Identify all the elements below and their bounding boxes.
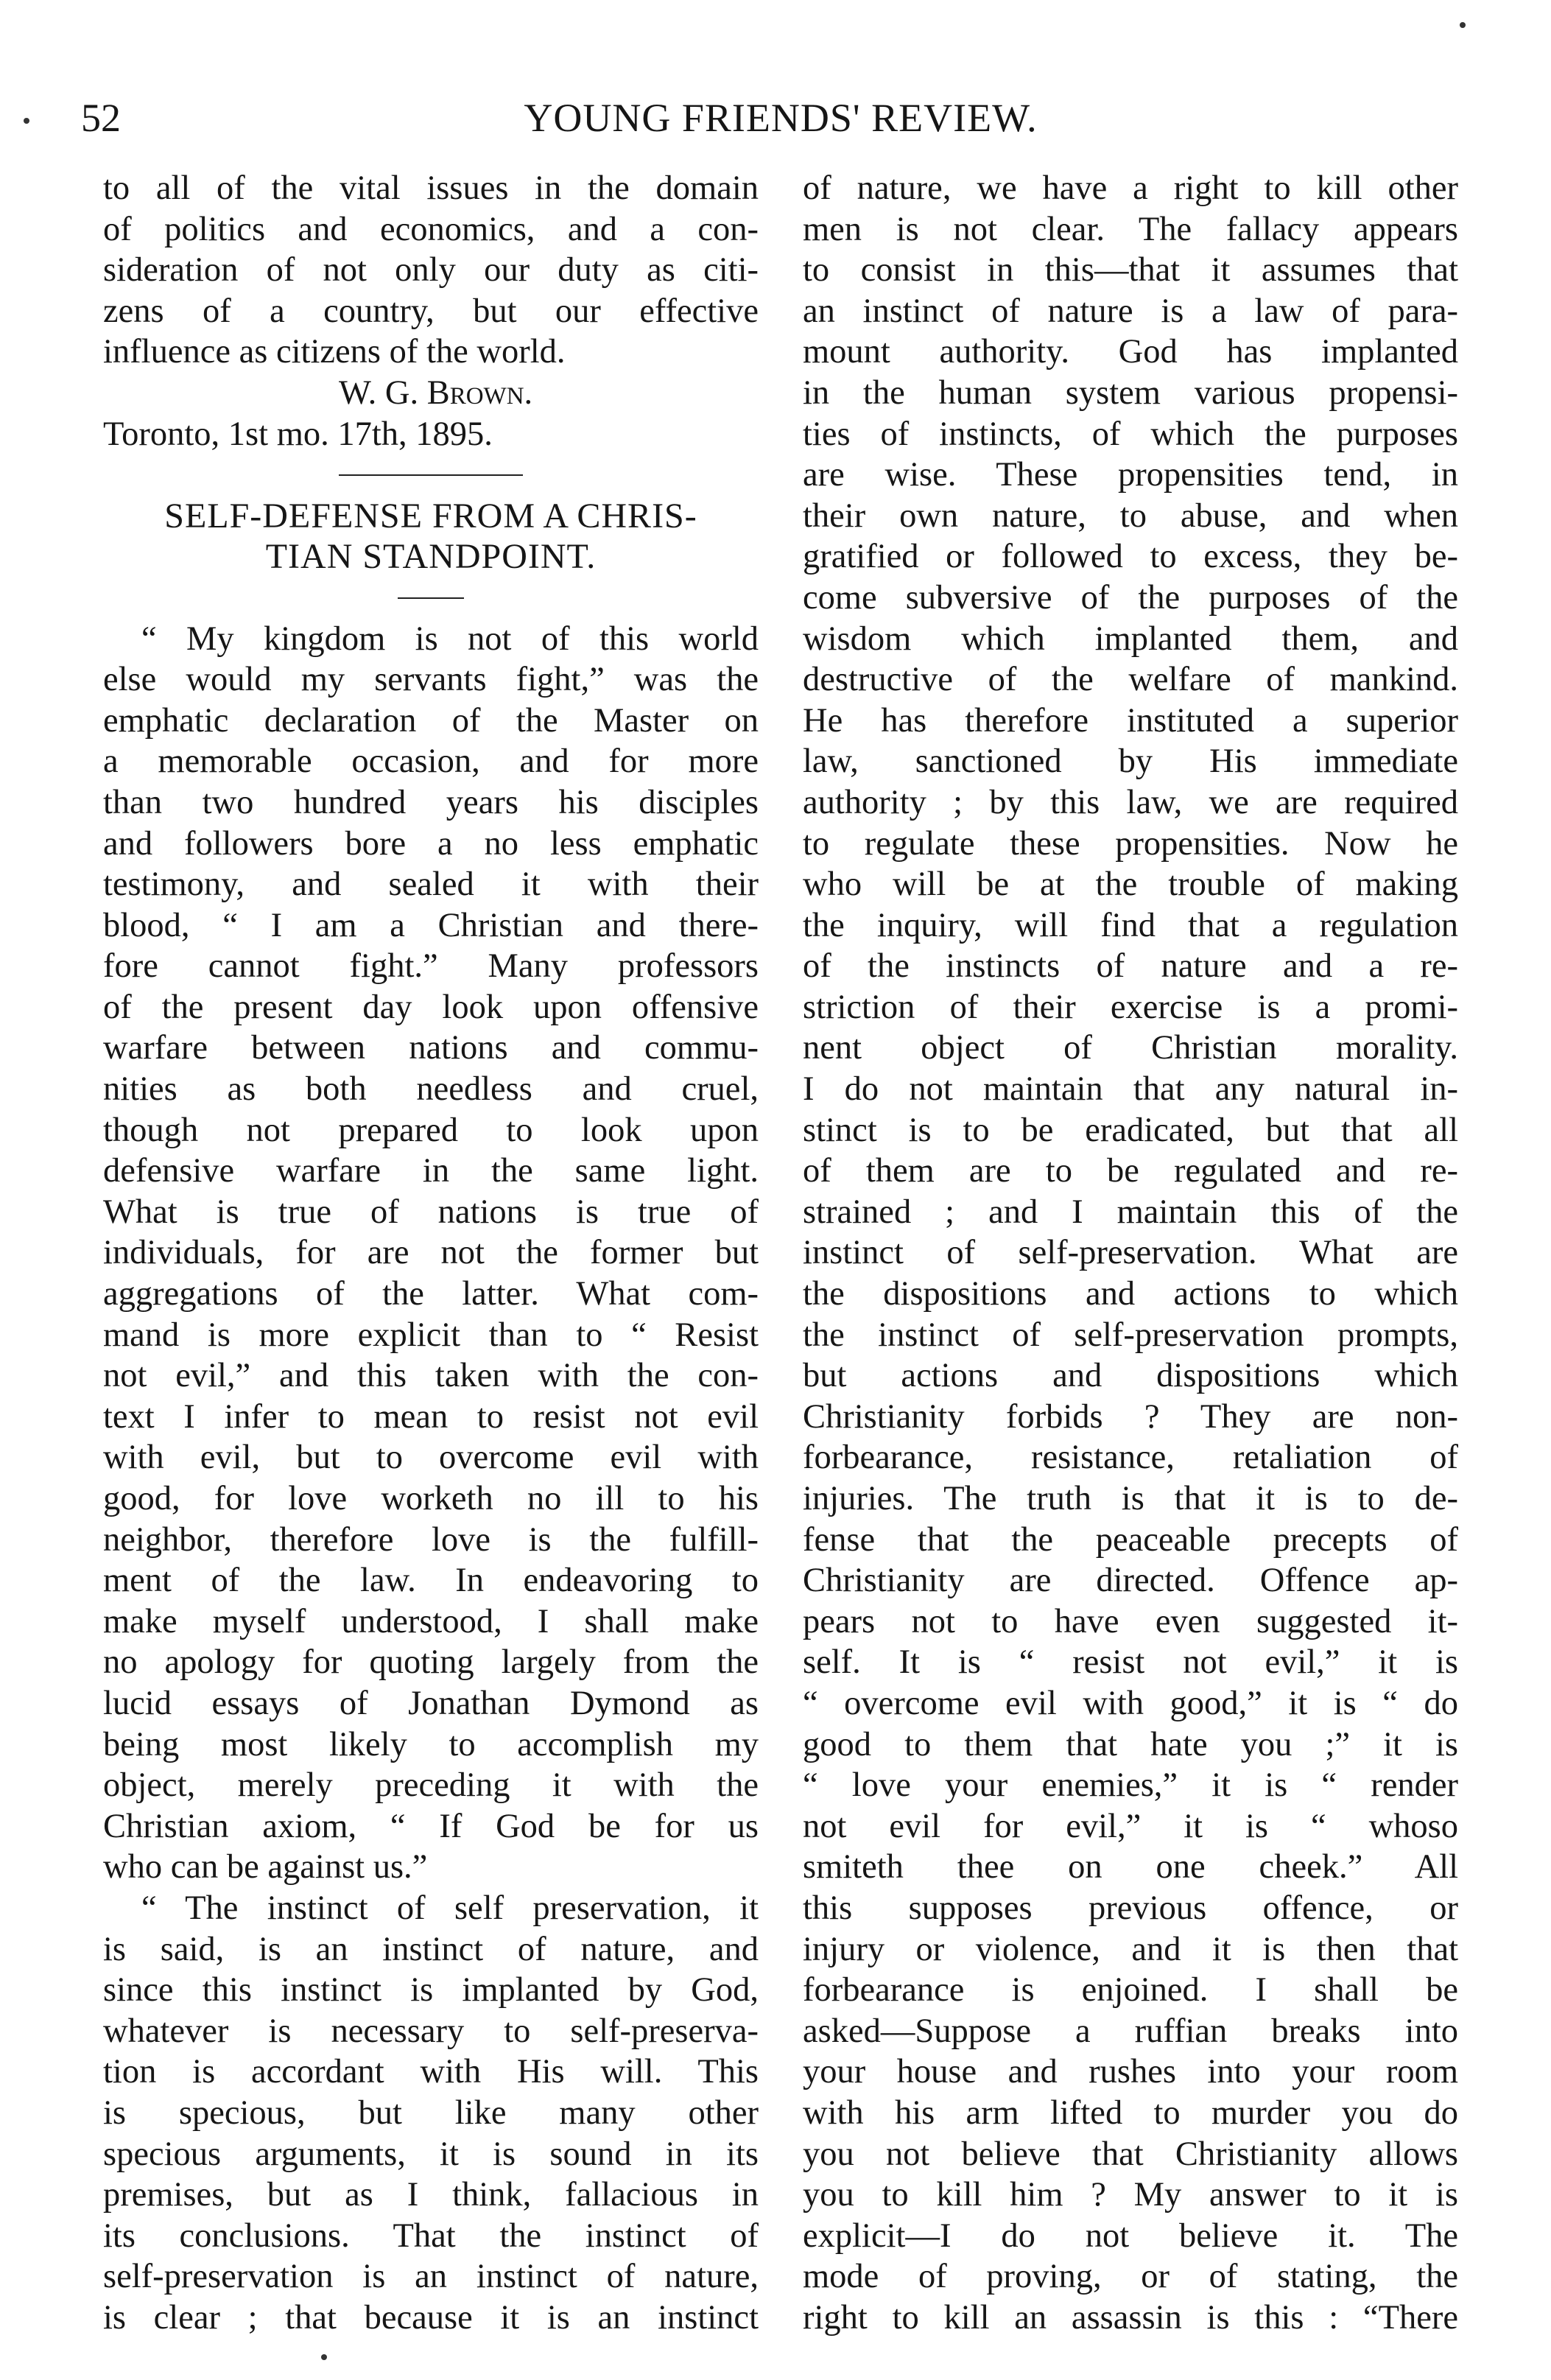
text-line: instinct of self-preservation. What are [803,1234,1458,1272]
page-number: 52 [81,96,121,140]
text-line: wisdom which implanted them, and [803,619,1458,658]
text-line: What is true of nations is true of [103,1193,759,1231]
text-line: of the present day look upon offensive [103,988,759,1026]
text-line: aggregations of the latter. What com- [103,1275,759,1313]
text-line: law, sanctioned by His immediate [803,743,1458,781]
text-line: of them are to be regulated and re- [803,1152,1458,1190]
text-line: ment of the law. In endeavoring to [103,1562,759,1600]
text-line: gratified or followed to excess, they be- [803,538,1458,576]
text-line: “ love your enemies,” it is “ render [803,1766,1458,1805]
text-line: with his arm lifted to murder you do [803,2093,1458,2132]
text-line: self. It is “ resist not evil,” it is [803,1643,1458,1682]
text-line: mand is more explicit than to “ Resist [103,1316,759,1354]
text-line: to regulate these propensities. Now he [803,824,1458,863]
text-line: whatever is necessary to self-preserva- [103,2012,759,2050]
text-line: come subversive of the purposes of the [803,578,1458,617]
text-line: “ My kingdom is not of this world [141,619,759,658]
text-line: you to kill him ? My answer to it is [803,2176,1458,2214]
text-line: mount authority. God has implanted [803,333,1458,371]
text-line: to consist in this—that it assumes that [803,251,1458,289]
text-line: striction of their exercise is a promi- [803,988,1458,1026]
text-line: you not believe that Christianity allows [803,2135,1458,2173]
text-line: Christianity are directed. Offence ap- [803,1562,1458,1600]
text-line: this supposes previous offence, or [803,1889,1458,1927]
print-speck [321,2354,327,2360]
text-line: He has therefore instituted a superior [803,701,1458,740]
text-line: a memorable occasion, and for more [103,743,759,781]
signature: W. G. Brown. [339,373,533,412]
text-line: object, merely preceding it with the [103,1766,759,1805]
text-line: forbearance is enjoined. I shall be [803,1971,1458,2009]
text-line: “ overcome evil with good,” it is “ do [803,1684,1458,1722]
text-line: their own nature, to abuse, and when [803,496,1458,535]
text-line: not evil,” and this taken with the con- [103,1357,759,1395]
text-line: asked—Suppose a ruffian breaks into [803,2012,1458,2050]
print-speck [1460,22,1466,28]
text-line: I do not maintain that any natural in- [803,1070,1458,1109]
text-line: who can be against us.” [103,1848,428,1886]
text-line: Christianity forbids ? They are non- [803,1397,1458,1436]
text-line: is specious, but like many other [103,2093,759,2132]
running-title: YOUNG FRIENDS' REVIEW. [524,96,1038,140]
right-column [803,168,1458,2338]
text-line: else would my servants fight,” was the [103,661,759,699]
text-line: lucid essays of Jonathan Dymond as [103,1684,759,1722]
text-line: in the human system various propensi- [803,373,1458,412]
text-line: men is not clear. The fallacy appears [803,210,1458,248]
text-line: Christian axiom, “ If God be for us [103,1807,759,1845]
text-line: right to kill an assassin is this : “There [803,2298,1458,2337]
left-column [103,168,759,2338]
text-line: defensive warfare in the same light. [103,1152,759,1190]
text-line: self-preservation is an instinct of nature, [103,2258,759,2296]
text-line: good, for love worketh no ill to his [103,1480,759,1517]
text-line: to all of the vital issues in the domain [103,169,759,207]
text-line: an instinct of nature is a law of para- [803,292,1458,330]
text-line: “ The instinct of self preservation, it [141,1889,759,1927]
text-line: specious arguments, it is sound in its [103,2135,759,2173]
text-line: make myself understood, I shall make [103,1602,759,1640]
text-line: explicit—I do not believe it. The [803,2216,1458,2255]
text-line: smiteth thee on one cheek.” All [803,1848,1458,1886]
text-line: tion is accordant with His will. This [103,2053,759,2091]
text-line: its conclusions. That the instinct of [103,2216,759,2255]
text-line: since this instinct is implanted by God, [103,1971,759,2009]
text-line: being most likely to accomplish my [103,1725,759,1763]
text-line: fore cannot fight.” Many professors [103,947,759,986]
text-line: forbearance, resistance, retaliation of [803,1439,1458,1477]
page-header [81,88,1480,147]
section-divider [103,454,759,496]
text-line: blood, “ I am a Christian and there- [103,906,759,944]
text-line: your house and rushes into your room [803,2053,1458,2091]
text-line: stinct is to be eradicated, but that all [803,1111,1458,1149]
text-line: individuals, for are not the former but [103,1234,759,1272]
text-line: injury or violence, and it is then that [803,1930,1458,1968]
text-line: with evil, but to overcome evil with [103,1439,759,1477]
text-line: nities as both needless and cruel, [103,1070,759,1109]
text-line: injuries. The truth is that it is to de- [803,1480,1458,1517]
text-line: nent object of Christian morality. [803,1029,1458,1067]
text-line: than two hundred years his disciples [103,783,759,821]
text-line: mode of proving, or of stating, the [803,2258,1458,2296]
text-line: neighbor, therefore love is the fulfill- [103,1520,759,1559]
text-line: but actions and dispositions which [803,1357,1458,1395]
text-line: strained ; and I maintain this of the [803,1193,1458,1231]
text-line: destructive of the welfare of mankind. [803,661,1458,699]
text-line: zens of a country, but our effective [103,292,759,330]
text-line: sideration of not only our duty as citi- [103,251,759,289]
text-line: who will be at the trouble of making [803,866,1458,904]
text-line: of politics and economics, and a con- [103,210,759,248]
text-line: of the instincts of nature and a re- [803,947,1458,986]
text-line: no apology for quoting largely from the [103,1643,759,1682]
text-line: pears not to have even suggested it- [803,1602,1458,1640]
text-line: of nature, we have a right to kill other [803,169,1458,207]
article-heading: SELF-DEFENSE FROM A CHRIS- [164,496,697,536]
text-line: ties of instincts, of which the purposes [803,415,1458,453]
text-line: the dispositions and actions to which [803,1275,1458,1313]
text-line: warfare between nations and commu- [103,1029,759,1067]
text-line: premises, but as I think, fallacious in [103,2176,759,2214]
text-line: good to them that hate you ;” it is [803,1725,1458,1763]
text-line: text I infer to mean to resist not evil [103,1397,759,1436]
dateline: Toronto, 1st mo. 17th, 1895. [103,415,493,453]
heading-divider [103,578,759,619]
print-speck [24,118,29,124]
text-line: not evil for evil,” it is “ whoso [803,1807,1458,1845]
article-heading: TIAN STANDPOINT. [265,537,597,577]
text-line: are wise. These propensities tend, in [803,456,1458,494]
text-line: authority ; by this law, we are required [803,783,1458,821]
text-line: influence as citizens of the world. [103,333,566,371]
text-line: is said, is an instinct of nature, and [103,1930,759,1968]
text-line: testimony, and sealed it with their [103,866,759,904]
text-line: and followers bore a no less emphatic [103,824,759,863]
text-line: emphatic declaration of the Master on [103,701,759,740]
text-line: is clear ; that because it is an instinct [103,2298,759,2337]
text-line: the instinct of self-preservation prompts, [803,1316,1458,1354]
text-line: fense that the peaceable precepts of [803,1520,1458,1559]
text-line: though not prepared to look upon [103,1111,759,1149]
text-line: the inquiry, will find that a regulation [803,906,1458,944]
